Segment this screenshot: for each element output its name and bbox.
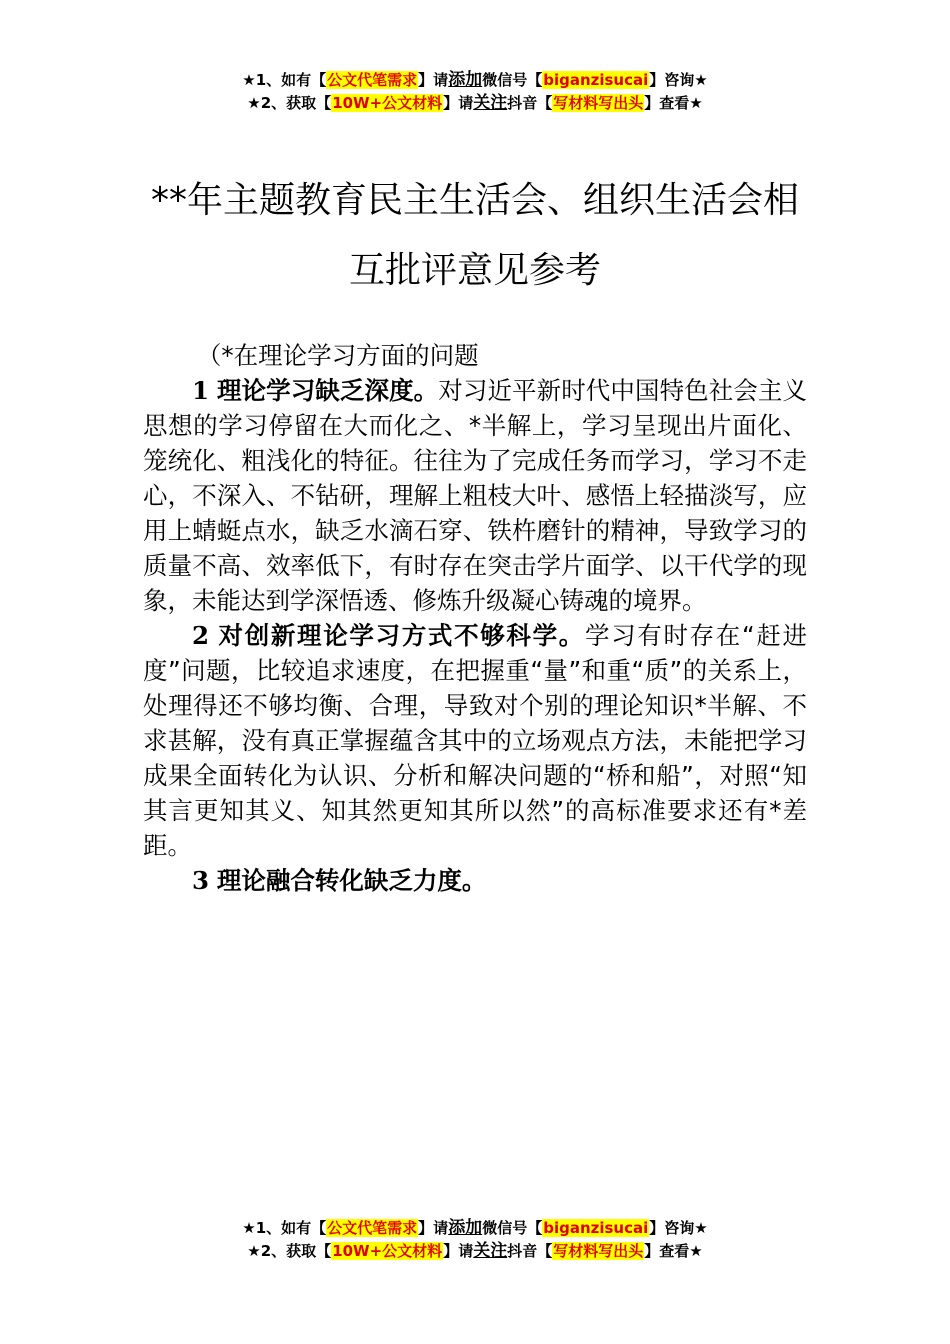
- item-lead: 对创新理论学习方式不够科学。: [218, 621, 585, 650]
- doc-body: [143, 338, 807, 898]
- banner-underline: 关注: [473, 93, 508, 113]
- banner-douyin-id: 写材料写出头: [553, 94, 644, 112]
- banner-line-2: ★2、获取【10W+公文材料】请关注抖音【写材料写出头】查看★: [247, 1241, 703, 1261]
- banner-douyin-id: 写材料写出头: [553, 1242, 644, 1260]
- section-heading: （*在理论学习方面的问题: [196, 341, 479, 370]
- banner-line-1: ★1、如有【公文代笔需求】请添加微信号【biganzisucai】咨询★: [242, 70, 708, 90]
- banner-line-1: ★1、如有【公文代笔需求】请添加微信号【biganzisucai】咨询★: [242, 1218, 708, 1238]
- banner-underline: 添加: [448, 1218, 483, 1238]
- item-number: 2: [192, 621, 210, 650]
- item-lead: 理论学习缺乏深度。: [216, 376, 439, 405]
- doc-title-line-2: 互批评意见参考: [348, 250, 601, 291]
- banner-highlight: 10W+公文材料: [332, 94, 443, 112]
- banner-underline: 关注: [473, 1241, 508, 1261]
- doc-title-line-1: **年主题教育民主生活会、组织生活会相: [150, 180, 799, 221]
- item-lead: 理论融合转化缺乏力度。: [216, 866, 487, 895]
- paragraph-item-3: [143, 863, 807, 898]
- footer-banner: [0, 1217, 950, 1263]
- banner-wechat-id: biganzisucai: [543, 1219, 649, 1237]
- banner-underline: 添加: [448, 70, 483, 90]
- banner-highlight: 公文代笔需求: [327, 1219, 418, 1237]
- item-number: 3: [192, 866, 210, 895]
- header-banner: [0, 69, 950, 115]
- item-text: 学习有时存在“赶进度”问题，比较追求速度，在把握重“量”和重“质”的关系上，处理得还不够均衡、合理，导致对个别的理论知识*半解、不求甚解，没有真正掌握蕴含其中的立场观点方法，未能把学习成果全面转化为认识、分析和解决问题的“桥和船”，对照“知其言更知其义、知其然更知其所以然”的高标准要求还有*差距。: [143, 621, 807, 860]
- paragraph-item-2: [143, 618, 807, 863]
- item-number: 1: [192, 376, 210, 405]
- item-text: 对习近平新时代中国特色社会主义思想的学习停留在大而化之、*半解上，学习呈现出片面化、笼统化、粗浅化的特征。往往为了完成任务而学习，学习不走心，不深入、不钻研，理解上粗枝大叶、感悟上轻描淡写，应用上蜻蜓点水，缺乏水滴石穿、铁杵磨针的精神，导致学习的质量不高、效率低下，有时存在突击学片面学、以干代学的现象，未能达到学深悟透、修炼升级凝心铸魂的境界。: [143, 376, 808, 615]
- paragraph-item-1: [143, 373, 807, 618]
- banner-line-2: ★2、获取【10W+公文材料】请关注抖音【写材料写出头】查看★: [247, 93, 703, 113]
- banner-highlight: 公文代笔需求: [327, 71, 418, 89]
- banner-wechat-id: biganzisucai: [543, 71, 649, 89]
- banner-highlight: 10W+公文材料: [332, 1242, 443, 1260]
